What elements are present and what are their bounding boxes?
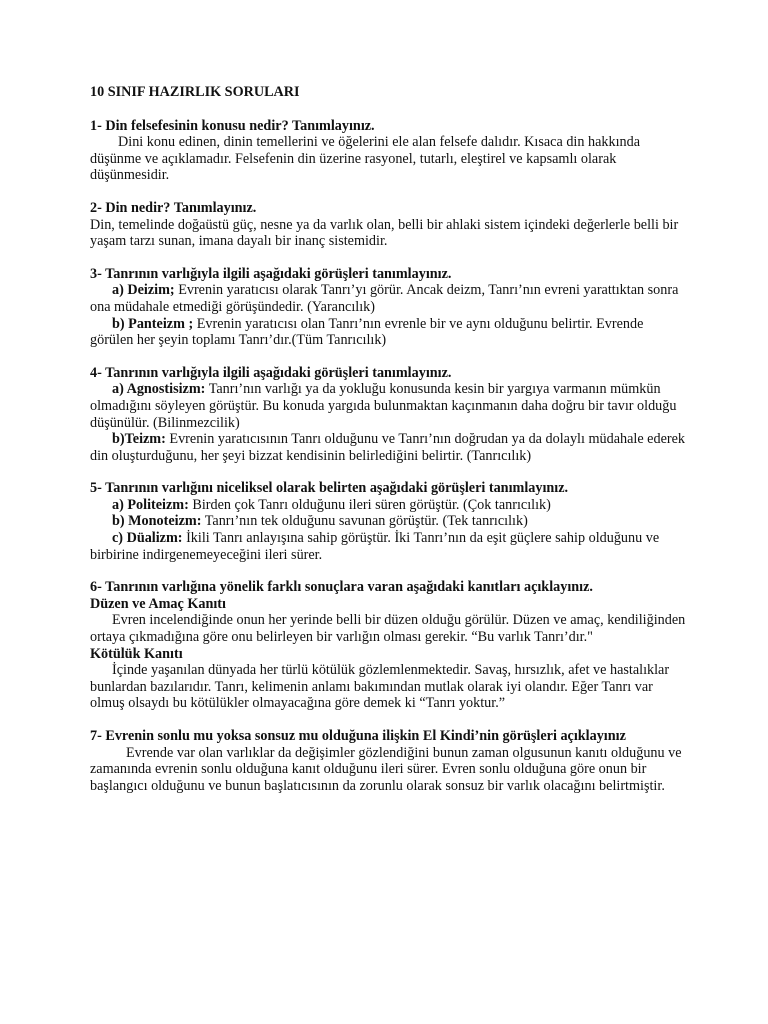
document-title: 10 SINIF HAZIRLIK SORULARI <box>90 84 300 100</box>
answer-5c <box>90 530 690 563</box>
answer-2: Din, temelinde doğaüstü güç, nesne ya da varlık olan, belli bir ahlaki sistem içindeki değerlerle belli bir yaşam tarzı sunan, imana dayalı bir inanç sistemidir. <box>90 216 679 250</box>
answer-4b-text: Evrenin yaratıcısının Tanrı olduğunu ve Tanrı’nın doğrudan ya da dolaylı müdahale ederek din oluşturduğunu, her şeyi bizzat kendisinin belirlediğini belirtir. (Tanrıcılık) <box>90 431 685 464</box>
question-2: 2- Din nedir? Tanımlayınız. <box>90 199 257 216</box>
term-dualism: c) Düalizm: <box>112 530 183 547</box>
order-argument-title: Düzen ve Amaç Kanıtı <box>90 595 226 612</box>
question-3: 3- Tanrının varlığıyla ilgili aşağıdaki görüşleri tanımlayınız. <box>90 265 452 282</box>
answer-3a <box>90 282 690 315</box>
document-page <box>90 84 690 794</box>
answer-5b-text: Tanrı’nın tek olduğunu savunan görüştür. (Tek tanrıcılık) <box>201 513 528 530</box>
answer-5a <box>90 497 690 514</box>
answer-5b <box>90 513 690 530</box>
order-argument-text: Evren incelendiğinde onun her yerinde belli bir düzen olduğu görülür. Düzen ve amaç, kendiliğinden ortaya çıkmadığına göre onu belirleyen bir varlığın olması gerekir. “Bu varlık Tanrı’dır." <box>90 612 686 646</box>
answer-3b <box>90 316 690 349</box>
term-agnosticism: a) Agnostisizm: <box>112 381 206 398</box>
answer-4b <box>90 431 690 464</box>
evil-argument-title: Kötülük Kanıtı <box>90 645 183 662</box>
answer-3b-text: Evrenin yaratıcısı olan Tanrı’nın evrenle bir ve aynı olduğunu belirtir. Evrende görülen her şeyin toplamı Tanrı’dır.(Tüm Tanrıcılık) <box>90 315 644 349</box>
evil-argument-text: İçinde yaşanılan dünyada her türlü kötülük gözlemlenmektedir. Savaş, hırsızlık, afet ve hastalıklar bunlardan bazılarıdır. Tanrı, kelimenin anlamı bakımından mutlak olarak iyi olandır. Eğer Tanrı var olmuş olsaydı bu kötülükler olmayacağına göre demek ki “Tanrı yoktur.” <box>90 662 670 712</box>
answer-1: Dini konu edinen, dinin temellerini ve öğelerini ele alan felsefe dalıdır. Kısaca din hakkında düşünme ve açıklamadır. Felsefenin din üzerine rasyonel, tutarlı, eleştirel ve kapsamlı olarak düşünmesidir. <box>90 134 641 184</box>
answer-4a <box>90 381 690 431</box>
answer-5a-text: Birden çok Tanrı olduğunu ileri süren görüştür. (Çok tanrıcılık) <box>188 496 551 513</box>
answer-4a-text: Tanrı’nın varlığı ya da yokluğu konusunda kesin bir yargıya varmanın mümkün olmadığını söyleyen görüştür. Bu konuda yargıda bulunmaktan kaçınmanın daha doğru bir tavır olduğu düşünülür. (Bilinmezcilik) <box>90 381 677 431</box>
term-polytheism: a) Politeizm: <box>112 496 189 513</box>
question-7: 7- Evrenin sonlu mu yoksa sonsuz mu olduğuna ilişkin El Kindi’nin görüşleri açıklayınız <box>90 728 626 744</box>
answer-5c-text: İkili Tanrı anlayışına sahip görüştür. İki Tanrı’nın da eşit güçlere sahip olduğunu ve birbirine indirgenemeyeceğini ileri sürer. <box>90 530 660 563</box>
question-4: 4- Tanrının varlığıyla ilgili aşağıdaki görüşleri tanımlayınız. <box>90 364 452 381</box>
term-pantheism: b) Panteizm ; <box>112 315 194 332</box>
question-1: 1- Din felsefesinin konusu nedir? Tanımlayınız. <box>90 117 375 134</box>
term-theism: b)Teizm: <box>112 431 166 448</box>
term-monotheism: b) Monoteizm: <box>112 513 202 530</box>
question-5: 5- Tanrının varlığını niceliksel olarak belirten aşağıdaki görüşleri tanımlayınız. <box>90 480 569 497</box>
question-6: 6- Tanrının varlığına yönelik farklı sonuçlara varan aşağıdaki kanıtları açıklayınız. <box>90 579 593 596</box>
term-deism: a) Deizim; <box>112 282 175 299</box>
answer-7: Evrende var olan varlıklar da değişimler gözlendiğini bunun zaman olgusunun kanıtı olduğunu ve zamanında evrenin sonlu olduğuna kanıt olduğunu ileri sürer. Evren sonlu olduğuna göre onun bir başlangıcı olduğunu ve bunun başlatıcısının da zorunlu olarak sonsuz bir varlık olacağını belirtmiştir. <box>90 744 682 794</box>
answer-3a-text: Evrenin yaratıcısı olarak Tanrı’yı görür. Ancak deizm, Tanrı’nın evreni yarattıktan sonra ona müdahale etmediği görüşündedir. (Yarancılık) <box>90 282 679 315</box>
